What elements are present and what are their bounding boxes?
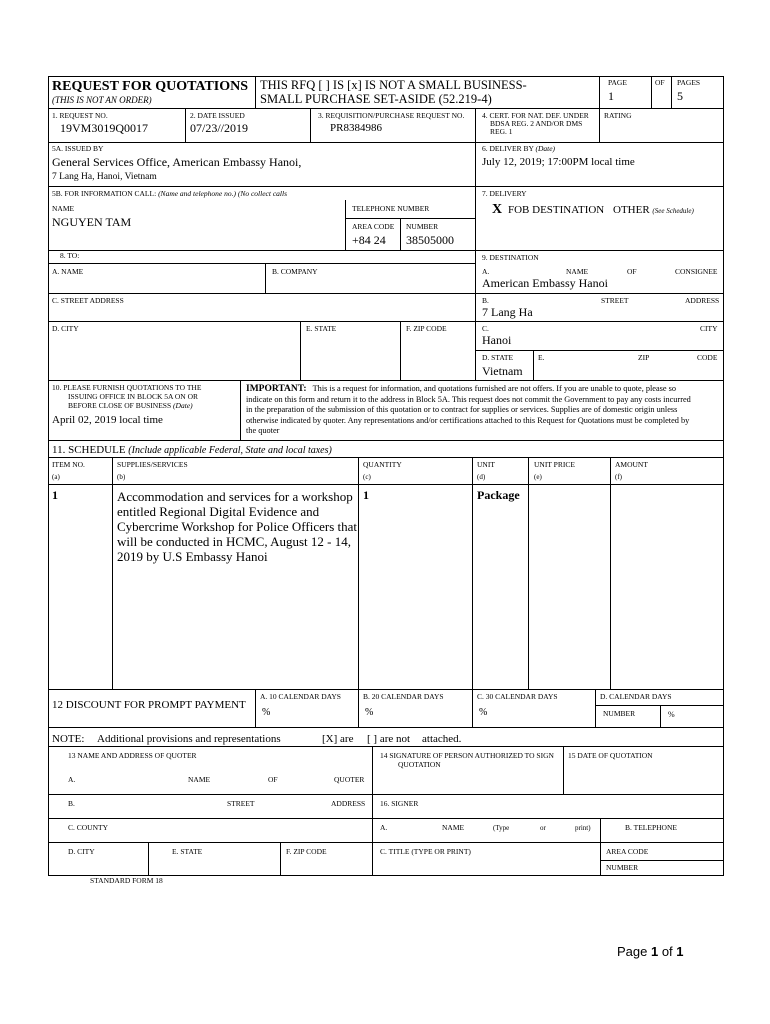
col-unit-label: UNIT bbox=[477, 460, 495, 469]
discount-calendar-days-label: D. CALENDAR DAYS bbox=[600, 692, 672, 701]
discount-30-days-label: C. 30 CALENDAR DAYS bbox=[477, 692, 558, 701]
dest-a-label-consignee: CONSIGNEE bbox=[675, 267, 718, 276]
discount-label: 12 DISCOUNT FOR PROMPT PAYMENT bbox=[52, 699, 246, 711]
quoter-zip-label: F. ZIP CODE bbox=[286, 847, 327, 856]
col-item-label: ITEM NO. bbox=[52, 460, 85, 469]
col-quantity-label: QUANTITY bbox=[363, 460, 402, 469]
col-supplies-label: SUPPLIES/SERVICES bbox=[117, 460, 188, 469]
important-label: IMPORTANT: bbox=[246, 384, 307, 394]
pages-value: 5 bbox=[677, 89, 683, 103]
quoter-b-label-street: STREET bbox=[227, 799, 255, 808]
discount-percent-label: % bbox=[668, 710, 675, 719]
page-footer: Page 1 of 1 bbox=[617, 944, 684, 959]
rfq-set-aside-line2: SMALL PURCHASE SET-ASIDE (52.219-4) bbox=[260, 92, 492, 106]
dest-a-label-a: A. bbox=[482, 267, 490, 276]
signer-label: 16. SIGNER bbox=[380, 799, 419, 808]
area-code-label: AREA CODE bbox=[352, 222, 395, 231]
dest-c-label-city: CITY bbox=[700, 324, 718, 333]
block10-line3: BEFORE CLOSE OF BUSINESS (Date) bbox=[68, 401, 193, 410]
form-title: REQUEST FOR QUOTATIONS bbox=[52, 79, 249, 94]
request-no-value: 19VM3019Q0017 bbox=[60, 121, 149, 135]
requisition-label: 3. REQUISITION/PURCHASE REQUEST NO. bbox=[318, 111, 465, 120]
row-description: Accommodation and services for a workshop entitled Regional Digital Evidence and Cybercrime Workshop for Police Officers that will be conducted in HCMC, August 12 - 14, 2019 by U.S Embassy Hanoi bbox=[117, 489, 357, 564]
form-subtitle: (THIS IS NOT AN ORDER) bbox=[52, 95, 152, 105]
destination-label: 9. DESTINATION bbox=[482, 253, 539, 262]
cert-label-3: REG. 1 bbox=[490, 127, 513, 136]
number-label: NUMBER bbox=[406, 222, 439, 231]
signature-label-1: 14 SIGNATURE OF PERSON AUTHORIZED TO SIGN bbox=[380, 751, 554, 760]
delivery-other-label: OTHER (See Schedule) bbox=[613, 204, 694, 216]
dest-city-value: Hanoi bbox=[482, 333, 512, 347]
note-label: NOTE: bbox=[52, 733, 85, 745]
col-unit-price-label: UNIT PRICE bbox=[534, 460, 575, 469]
dest-c-label-c: C. bbox=[482, 324, 489, 333]
number-value: 38505000 bbox=[406, 233, 454, 247]
signer-number-label: NUMBER bbox=[606, 863, 639, 872]
page-value: 1 bbox=[608, 89, 614, 103]
quoter-city-label: D. CITY bbox=[68, 847, 95, 856]
quoter-a-label-quoter: QUOTER bbox=[334, 775, 365, 784]
col-unit-sub: (d) bbox=[477, 473, 486, 481]
dest-b-label-b: B. bbox=[482, 296, 489, 305]
signature-label-2: QUOTATION bbox=[398, 760, 441, 769]
discount-20-days-percent: % bbox=[365, 707, 374, 718]
col-quantity-sub: (c) bbox=[363, 473, 371, 481]
signer-a-label-a: A. bbox=[380, 823, 388, 832]
note-text: Additional provisions and representations bbox=[97, 733, 281, 745]
requisition-value: PR8384986 bbox=[330, 122, 382, 134]
page-label: PAGE bbox=[608, 78, 627, 87]
dest-b-label-street: STREET bbox=[601, 296, 629, 305]
discount-10-days-percent: % bbox=[262, 707, 271, 718]
rating-label: RATING bbox=[604, 111, 632, 120]
signer-area-code-label: AREA CODE bbox=[606, 847, 649, 856]
col-supplies-sub: (b) bbox=[117, 473, 126, 481]
quoter-b-label-b: B. bbox=[68, 799, 75, 808]
fob-destination-label: FOB DESTINATION bbox=[508, 204, 605, 216]
delivery-label: 7. DELIVERY bbox=[482, 189, 527, 198]
quoter-b-label-address: ADDRESS bbox=[331, 799, 366, 808]
quoter-a-label-a: A. bbox=[68, 775, 76, 784]
row-quantity: 1 bbox=[363, 488, 369, 502]
discount-number-label: NUMBER bbox=[603, 709, 636, 718]
quoter-a-label-name: NAME bbox=[188, 775, 211, 784]
signer-a-label-name: NAME bbox=[442, 823, 465, 832]
form-name: STANDARD FORM 18 bbox=[90, 876, 163, 885]
date-issued-label: 2. DATE ISSUED bbox=[190, 111, 245, 120]
signer-a-label-or: or bbox=[540, 824, 546, 832]
note-are-not-option: [ ] are not bbox=[367, 733, 411, 745]
quoter-label: 13 NAME AND ADDRESS OF QUOTER bbox=[68, 751, 197, 760]
issued-by-label: 5A. ISSUED BY bbox=[52, 144, 104, 153]
to-label: 8. TO: bbox=[60, 251, 80, 260]
block10-line2: ISSUING OFFICE IN BLOCK 5A ON OR bbox=[68, 392, 199, 401]
issued-by-line1: General Services Office, American Embassy Hanoi, bbox=[52, 155, 302, 169]
block10-date-value: April 02, 2019 local time bbox=[52, 414, 163, 426]
note-attached: attached. bbox=[422, 733, 462, 745]
to-street-label: C. STREET ADDRESS bbox=[52, 296, 124, 305]
quoter-county-label: C. COUNTY bbox=[68, 823, 109, 832]
info-call-label: 5B. FOR INFORMATION CALL: (Name and telephone no.) (No collect calls bbox=[52, 189, 287, 198]
dest-state-value: Vietnam bbox=[482, 364, 523, 378]
discount-30-days-percent: % bbox=[479, 707, 488, 718]
dest-b-label-address: ADDRESS bbox=[685, 296, 720, 305]
col-item-sub: (a) bbox=[52, 473, 60, 481]
discount-20-days-label: B. 20 CALENDAR DAYS bbox=[363, 692, 444, 701]
rfq-set-aside-line1: THIS RFQ [ ] IS [x] IS NOT A SMALL BUSINESS- bbox=[260, 78, 527, 92]
col-unit-price-sub: (e) bbox=[534, 473, 542, 481]
telephone-label: TELEPHONE NUMBER bbox=[352, 204, 430, 213]
deliver-by-label: 6. DELIVER BY (Date) bbox=[482, 144, 556, 153]
to-state-label: E. STATE bbox=[306, 324, 337, 333]
to-city-label: D. CITY bbox=[52, 324, 79, 333]
important-notice: IMPORTANT: This is a request for information, and quotations furnished are not offers. If you are unable to quote, please so indicate on this form and return it to the address in Block 5A. This request does not commit the Government to pay any costs incurred in the preparation of the submission of this quotation or to contract for supplies or services. Supplies are of domestic origin unless otherwise indicated by quoter. Any representations and/or certifications attached to this Request for Quotations must be completed by the quoter bbox=[246, 384, 691, 435]
date-of-quotation-label: 15 DATE OF QUOTATION bbox=[568, 751, 653, 760]
dest-e-label-code: CODE bbox=[697, 353, 718, 362]
dest-a-label-of: OF bbox=[627, 267, 637, 276]
delivery-checkmark: X bbox=[492, 202, 503, 217]
col-amount-label: AMOUNT bbox=[615, 460, 648, 469]
dest-street-value: 7 Lang Ha bbox=[482, 305, 533, 319]
dest-name-value: American Embassy Hanoi bbox=[482, 276, 608, 290]
discount-10-days-label: A. 10 CALENDAR DAYS bbox=[260, 692, 341, 701]
signer-title-label: C. TITLE (TYPE OR PRINT) bbox=[380, 847, 471, 856]
col-amount-sub: (f) bbox=[615, 473, 622, 481]
to-company-label: B. COMPANY bbox=[272, 267, 318, 276]
dest-e-label-e: E. bbox=[538, 353, 545, 362]
request-no-label: 1. REQUEST NO. bbox=[52, 111, 108, 120]
date-issued-value: 07/23//2019 bbox=[190, 121, 249, 135]
dest-a-label-name: NAME bbox=[566, 267, 589, 276]
cert-label-2: BDSA REG. 2 AND/OR DMS bbox=[490, 119, 583, 128]
info-name-label: NAME bbox=[52, 204, 75, 213]
area-code-value: +84 24 bbox=[352, 233, 386, 247]
issued-by-line2: 7 Lang Ha, Hanoi, Vietnam bbox=[52, 172, 157, 182]
dest-e-label-zip: ZIP bbox=[638, 353, 650, 362]
note-are-option: [X] are bbox=[322, 733, 354, 745]
signer-a-label-print: print) bbox=[575, 824, 591, 832]
cert-label-1: 4. CERT. FOR NAT. DEF. UNDER bbox=[482, 111, 589, 120]
of-label: OF bbox=[655, 78, 665, 87]
deliver-by-value: July 12, 2019; 17:00PM local time bbox=[482, 156, 635, 168]
signer-telephone-label: B. TELEPHONE bbox=[625, 823, 677, 832]
dest-state-label: D. STATE bbox=[482, 353, 514, 362]
to-name-label: A. NAME bbox=[52, 267, 84, 276]
to-zip-label: F. ZIP CODE bbox=[406, 324, 447, 333]
pages-label: PAGES bbox=[677, 78, 701, 87]
info-name-value: NGUYEN TAM bbox=[52, 215, 132, 229]
row-unit: Package bbox=[477, 488, 520, 502]
quoter-state-label: E. STATE bbox=[172, 847, 203, 856]
quoter-a-label-of: OF bbox=[268, 775, 278, 784]
schedule-title: 11. SCHEDULE (Include applicable Federal, State and local taxes) bbox=[52, 444, 332, 456]
signer-a-label-type: (Type bbox=[493, 824, 510, 832]
block10-line1: 10. PLEASE FURNISH QUOTATIONS TO THE bbox=[52, 383, 202, 392]
row-item-no: 1 bbox=[52, 488, 58, 502]
